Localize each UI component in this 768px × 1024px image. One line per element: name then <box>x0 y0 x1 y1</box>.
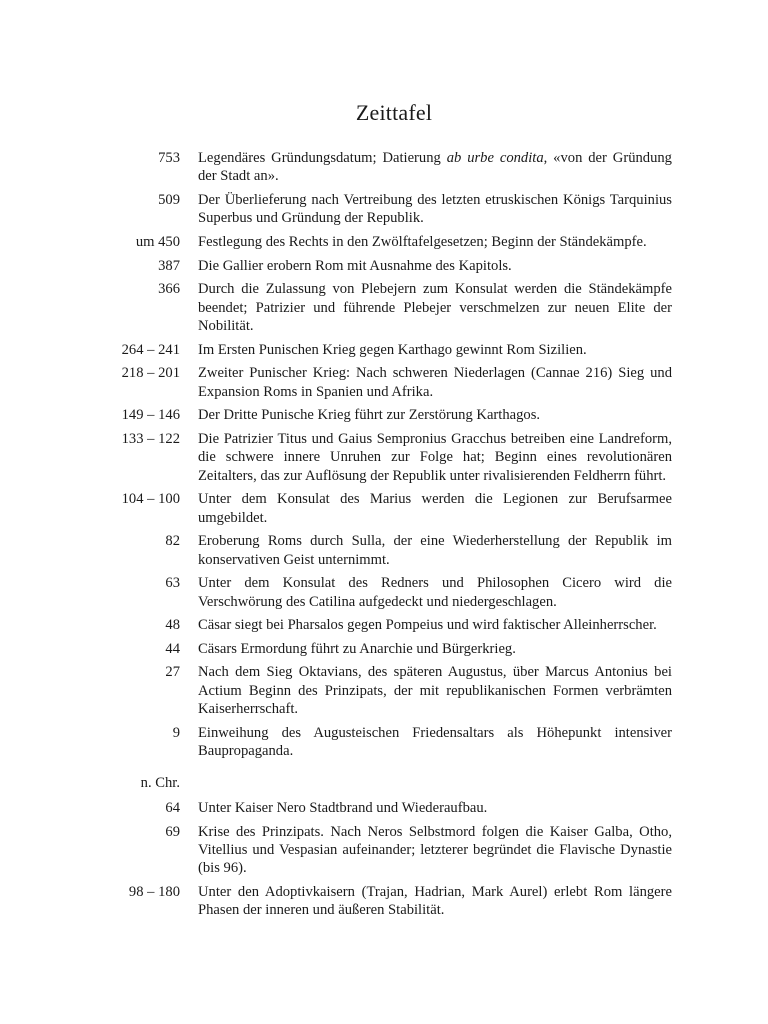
entry-text: Durch die Zulassung von Plebejern zum Konsulat werden die Ständekämpfe beendet; Patrizier und führende Plebejer verschmelzen zur neuen Elite der Nobilität. <box>198 281 672 334</box>
section-label-text: n. Chr. <box>140 774 180 791</box>
entry-year: 98 – 180 <box>128 884 180 900</box>
timeline-entry <box>100 574 672 611</box>
timeline-entry <box>100 663 672 718</box>
entry-year: 387 <box>158 257 180 274</box>
timeline-entry <box>100 799 672 817</box>
entry-year: 753 <box>158 150 180 166</box>
entry-year: 366 <box>158 281 180 298</box>
entry-year: 509 <box>158 192 180 208</box>
entry-year: 48 <box>165 617 180 634</box>
timeline-entry <box>100 724 672 761</box>
timeline-entry <box>100 149 672 186</box>
entry-year: 27 <box>165 664 180 681</box>
entry-text: Der Überlieferung nach Vertreibung des letzten etruskischen Königs Tarquinius Superbus und Gründung der Republik. <box>198 192 672 227</box>
entry-text-italic: ab urbe condita <box>446 150 544 166</box>
entry-year: 218 – 201 <box>121 365 180 382</box>
entry-text: Eroberung Roms durch Sulla, der eine Wiederherstellung der Republik im konservativen Geist unternimmt. <box>198 533 672 568</box>
timeline-entry <box>100 233 672 251</box>
timeline-entry <box>100 490 672 527</box>
timeline-entry <box>100 430 672 485</box>
entry-text: Legendäres Gründungsdatum; Datierung ab urbe condita, «von der Gründung der Stadt an». <box>198 150 672 185</box>
section-label-ad <box>100 774 672 792</box>
entry-year: um 450 <box>135 234 180 250</box>
timeline-entry <box>100 406 672 424</box>
entry-year: 133 – 122 <box>121 430 180 447</box>
entry-text: Cäsar siegt bei Pharsalos gegen Pompeius und wird faktischer Alleinherrscher. <box>198 617 657 634</box>
timeline-entry <box>100 616 672 634</box>
entry-text: Nach dem Sieg Oktavians, des späteren Augustus, über Marcus Antonius bei Actium Beginn des Prinzipats, der mit republikanischen Formen verbrämten Kaiserherrschaft. <box>198 664 672 718</box>
entry-text: Unter Kaiser Nero Stadtbrand und Wiederaufbau. <box>198 800 488 816</box>
entry-year: 149 – 146 <box>121 407 180 424</box>
entry-text: Einweihung des Augusteischen Friedensaltars als Höhepunkt intensiver Baupropaganda. <box>198 724 672 760</box>
entry-year: 63 <box>165 575 180 592</box>
timeline <box>100 149 672 925</box>
timeline-entry <box>100 883 672 920</box>
page-title: Zeittafel <box>355 100 433 125</box>
entry-text: Unter den Adoptivkaisern (Trajan, Hadrian, Mark Aurel) erlebt Rom längere Phasen der inneren und äußeren Stabilität. <box>198 884 672 919</box>
entry-year: 9 <box>172 724 180 741</box>
entry-year: 264 – 241 <box>121 341 180 358</box>
timeline-entry <box>100 532 672 569</box>
entry-text: Unter dem Konsulat des Marius werden die Legionen zur Berufsarmee umgebildet. <box>198 491 672 526</box>
entry-text: Festlegung des Rechts in den Zwölftafelgesetzen; Beginn der Ständekämpfe. <box>198 234 647 250</box>
entry-text: Zweiter Punischer Krieg: Nach schweren Niederlagen (Cannae 216) Sieg und Expansion Roms in Spanien und Afrika. <box>198 365 672 400</box>
timeline-entry <box>100 191 672 228</box>
timeline-entry <box>100 257 672 275</box>
timeline-entry <box>100 640 672 658</box>
entry-year: 82 <box>165 533 180 550</box>
entry-text: Die Patrizier Titus und Gaius Sempronius Gracchus betreiben eine Landreform, die schwere innere Unruhen zur Folge hat; Beginn eines revolutionären Zeitalters, das zur Auflösung der Republik unter rivalisierenden Feldherrn führt. <box>198 430 672 484</box>
timeline-entry <box>100 823 672 878</box>
entry-year: 104 – 100 <box>121 491 180 508</box>
entry-text: Im Ersten Punischen Krieg gegen Karthago gewinnt Rom Sizilien. <box>198 341 587 358</box>
entry-year: 64 <box>165 800 180 816</box>
entry-year: 44 <box>165 640 180 657</box>
entry-text: Der Dritte Punische Krieg führt zur Zerstörung Karthagos. <box>198 407 541 424</box>
timeline-entry <box>100 341 672 359</box>
entry-text: Krise des Prinzipats. Nach Neros Selbstmord folgen die Kaiser Galba, Otho, Vitellius und Vespasian aufeinander; letzterer begründet die Flavische Dynastie (bis 96). <box>198 823 672 877</box>
timeline-entry <box>100 364 672 401</box>
entry-text: Die Gallier erobern Rom mit Ausnahme des Kapitols. <box>198 257 512 274</box>
entry-text: Unter dem Konsulat des Redners und Philosophen Cicero wird die Verschwörung des Catilina aufgedeckt und niedergeschlagen. <box>198 575 672 610</box>
timeline-entry <box>100 280 672 335</box>
entry-text: Cäsars Ermordung führt zu Anarchie und Bürgerkrieg. <box>198 640 516 657</box>
entry-year: 69 <box>165 823 180 840</box>
